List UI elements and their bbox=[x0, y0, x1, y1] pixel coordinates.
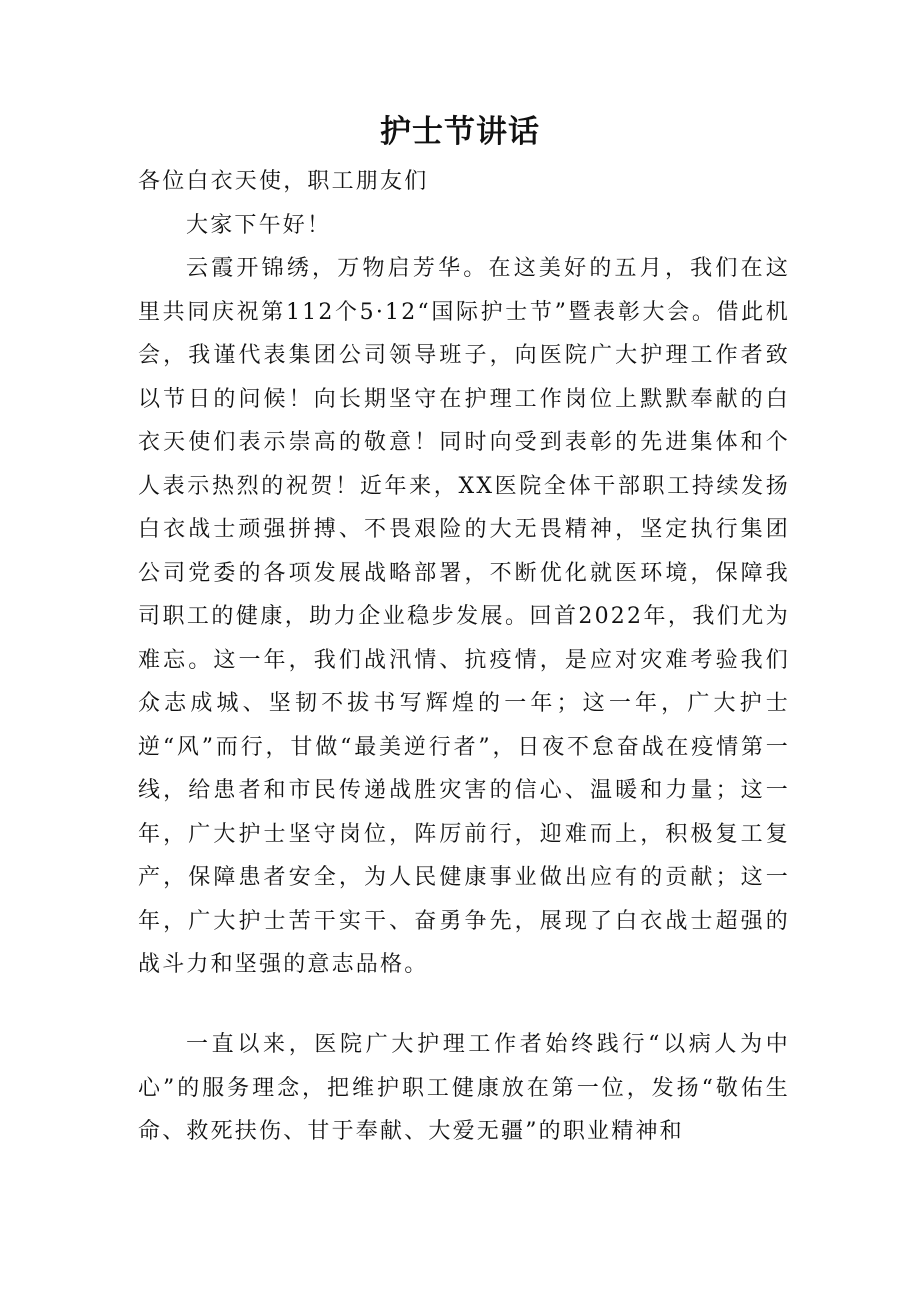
salutation: 各位白衣天使，职工朋友们 bbox=[138, 169, 429, 194]
greeting: 大家下午好！ bbox=[186, 213, 332, 238]
paragraph-1: 云霞开锦绣，万物启芳华。在这美好的五月，我们在这里共同庆祝第112个5·12“国际护士节”暨表彰大会。借此机会，我谨代表集团公司领导班子，向医院广大护理工作者致以节日的问候！向长期坚守在护理工作岗位上默默奉献的白衣天使们表示崇高的敬意！同时向受到表彰的先进集体和个人表示热烈的祝贺！近年来，XX医院全体干部职工持续发扬白衣战士顽强拼搏、不畏艰险的大无畏精神，坚定执行集团公司党委的各项发展战略部署，不断优化就医环境，保障我司职工的健康，助力企业稳步发展。回首2022年，我们尤为难忘。这一年，我们战汛情、抗疫情，是应对灾难考验我们众志成城、坚韧不拔书写辉煌的一年；这一年，广大护士逆“风”而行，甘做“最美逆行者”，日夜不怠奋战在疫情第一线，给患者和市民传递战胜灾害的信心、温暖和力量；这一年，广大护士坚守岗位，阵厉前行，迎难而上，积极复工复产，保障患者安全，为人民健康事业做出应有的贡献；这一年，广大护士苦干实干、奋勇争先，展现了白衣战士超强的战斗力和坚强的意志品格。 bbox=[138, 256, 790, 977]
paragraph-2: 一直以来，医院广大护理工作者始终践行“以病人为中心”的服务理念，把维护职工健康放在第一位，发扬“敬佑生命、救死扶伤、甘于奉献、大爱无疆”的职业精神和 bbox=[138, 1032, 790, 1144]
document-title: 护士节讲话 bbox=[380, 114, 540, 150]
